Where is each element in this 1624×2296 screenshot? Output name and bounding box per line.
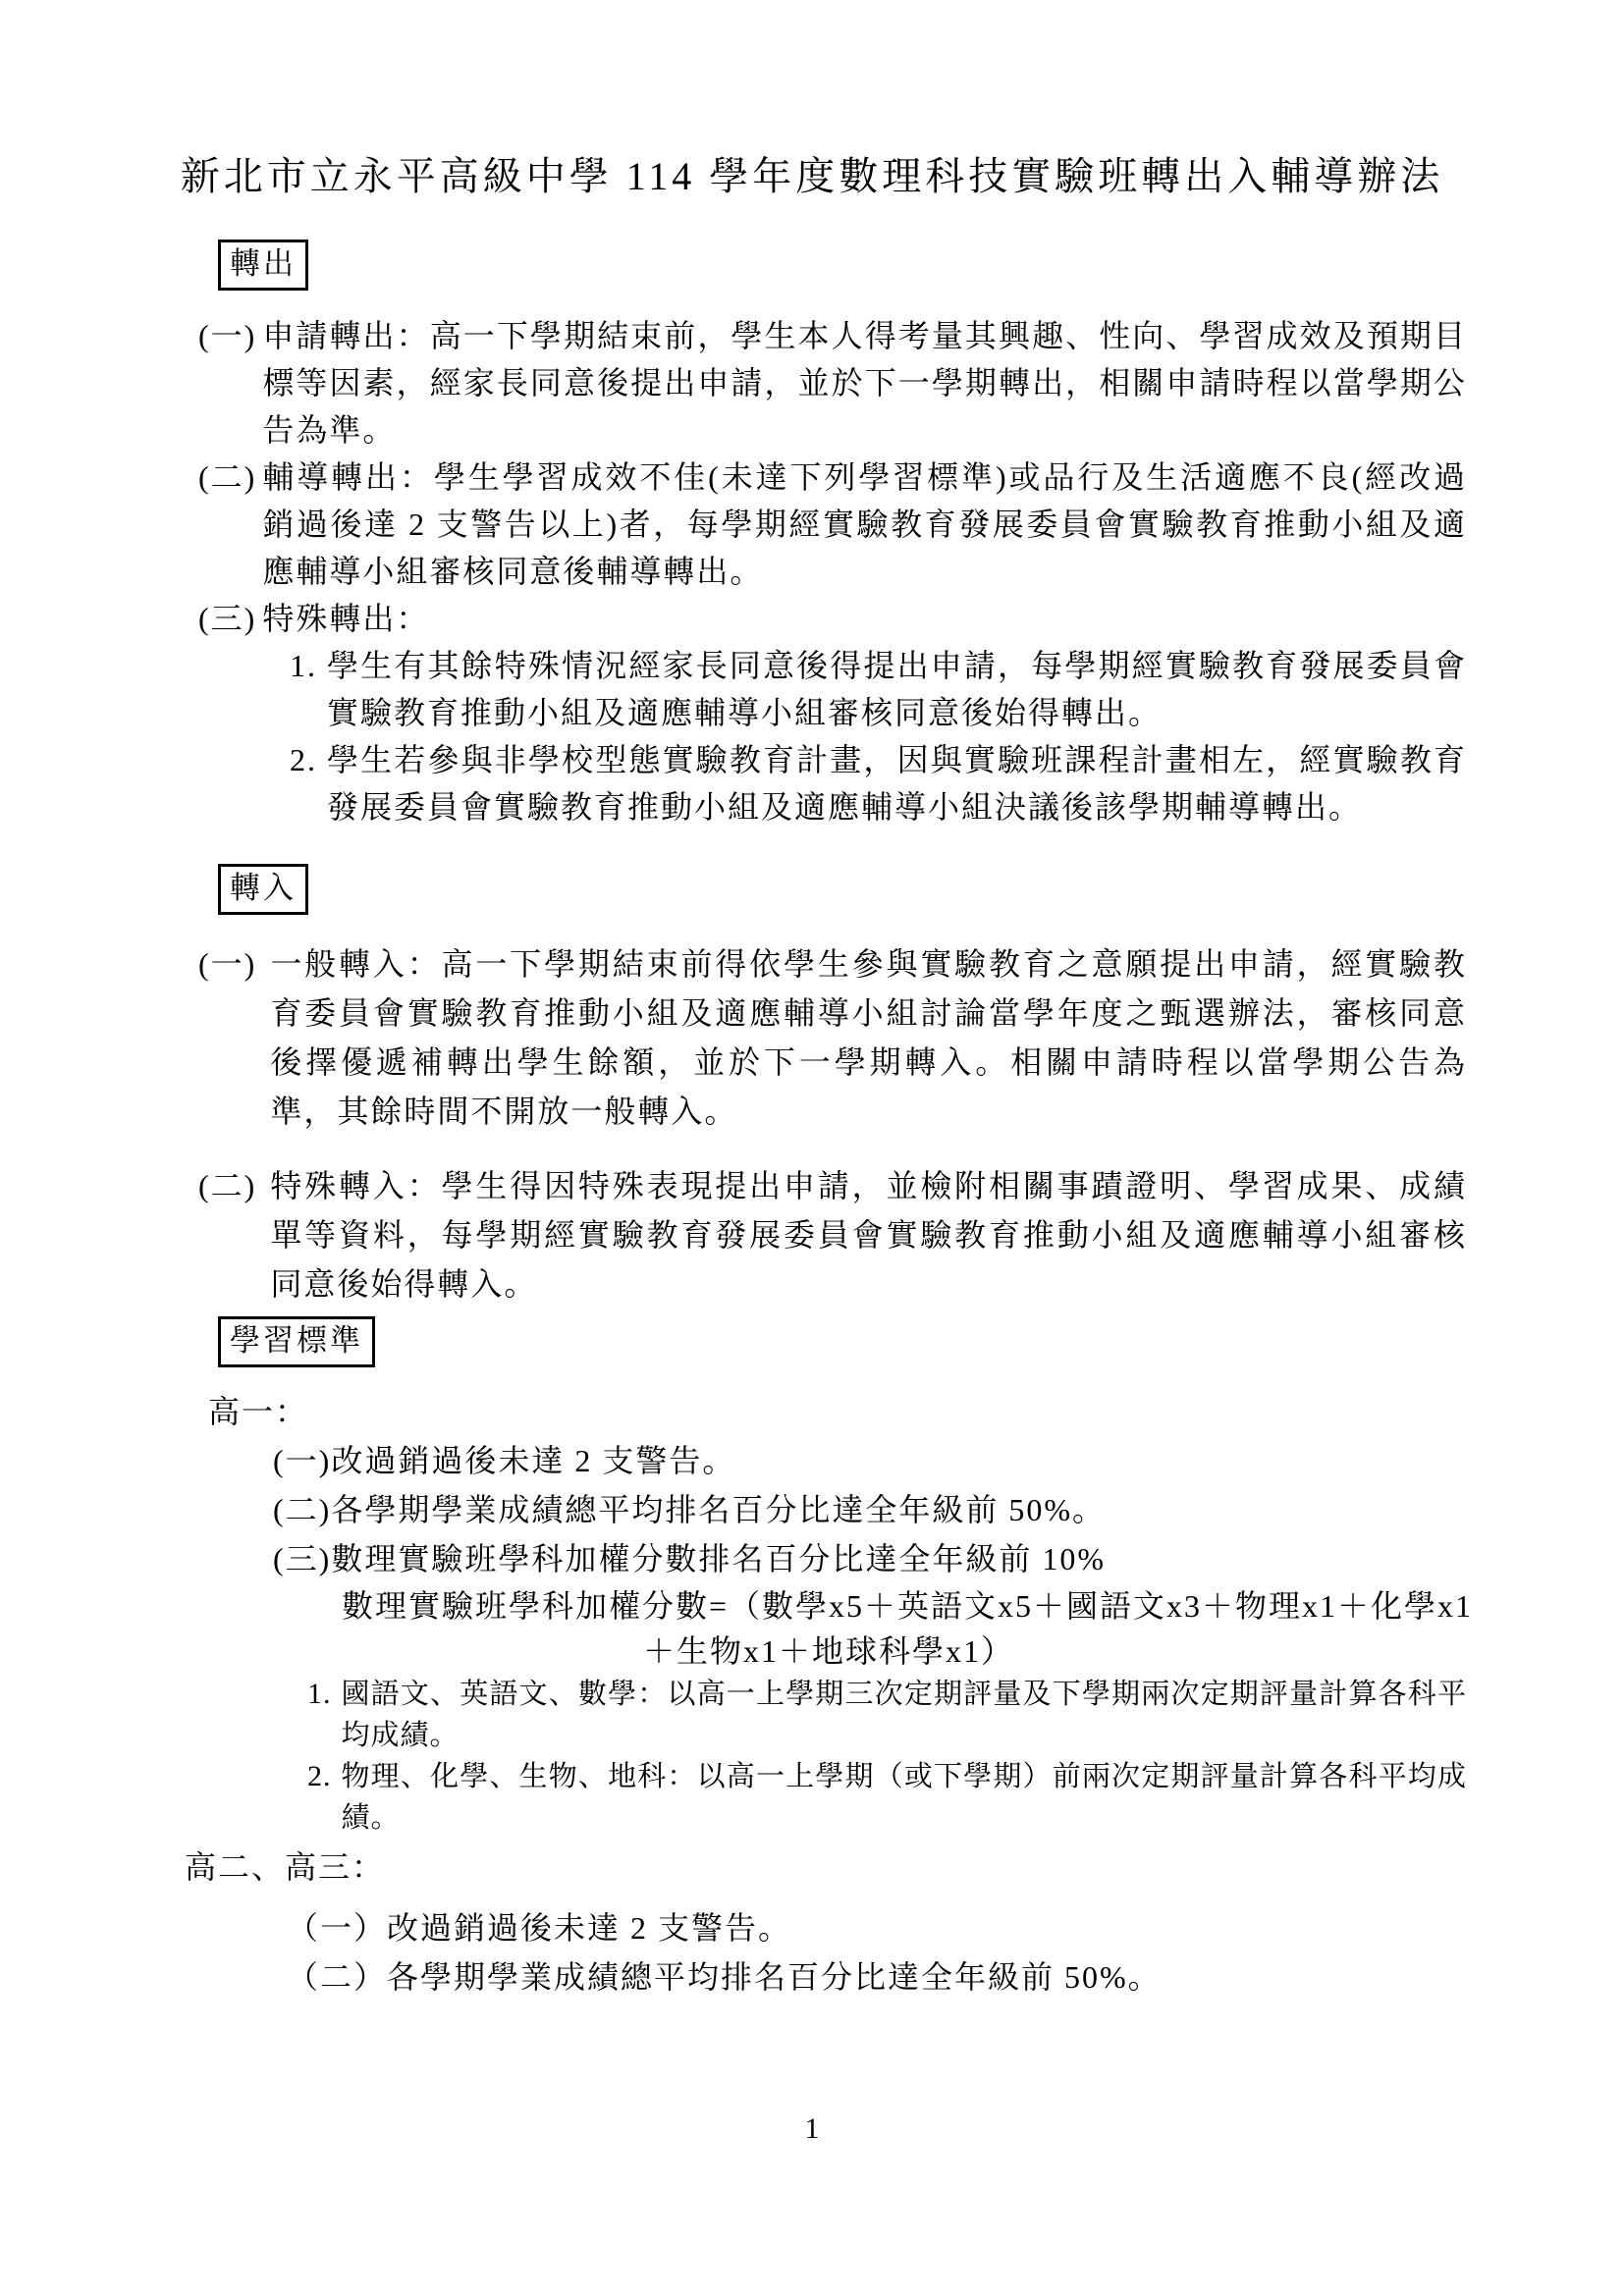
learning-standards-heading-box: 學習標準 <box>218 1316 375 1367</box>
grade23-item-2: （二）各學期學業成績總平均排名百分比達全年級前 50%。 <box>287 1959 1162 1995</box>
note-text: 國語文、英語文、數學：以高一上學期三次定期評量及下學期兩次定期評量計算各科平均成績。 <box>341 1679 1467 1751</box>
weighted-score-formula-line-2: ＋生物x1＋地球科學x1） <box>643 1633 1015 1669</box>
transfer-out-sub-item-1 <box>290 642 1467 736</box>
item-text: 申請轉出：高一下學期結束前，學生本人得考量其興趣、性向、學習成效及預期目標等因素，經家長同意後提出申請，並於下一學期轉出，相關申請時程以當學期公告為準。 <box>262 318 1467 448</box>
grade1-note-2 <box>307 1756 1467 1839</box>
note-text: 物理、化學、生物、地科：以高一上學期（或下學期）前兩次定期評量計算各科平均成績。 <box>341 1761 1467 1834</box>
transfer-in-heading-box: 轉入 <box>218 864 308 915</box>
grade1-note-1 <box>307 1674 1467 1756</box>
grade23-item-1: （一）改過銷過後未達 2 支警告。 <box>287 1910 792 1946</box>
transfer-out-item-1 <box>198 312 1467 454</box>
sub-item-text: 學生若參與非學校型態實驗教育計畫，因與實驗班課程計畫相左，經實驗教育發展委員會實驗教育推動小組及適應輔導小組決議後該學期輔導轉出。 <box>327 742 1467 825</box>
item-text: 輔導轉出：學生學習成效不佳(未達下列學習標準)或品行及生活適應不良(經改過銷過後達 2 支警告以上)者，每學期經實驗教育發展委員會實驗教育推動小組及適應輔導小組審核同意後輔導轉出。 <box>262 459 1467 589</box>
item-text: 特殊轉入：學生得因特殊表現提出申請，並檢附相關事蹟證明、學習成果、成績單等資料，每學期經實驗教育發展委員會實驗教育推動小組及適應輔導小組審核同意後始得轉入。 <box>270 1168 1467 1302</box>
grade1-item-2: (二)各學期學業成績總平均排名百分比達全年級前 50%。 <box>273 1492 1106 1527</box>
grade1-item-3: (三)數理實驗班學科加權分數排名百分比達全年級前 10% <box>273 1541 1106 1576</box>
note-number: 2. <box>307 1760 332 1792</box>
page-title: 新北市立永平高級中學 114 學年度數理科技實驗班轉出入輔導辦法 <box>180 154 1444 198</box>
weighted-score-formula-line-1: 數理實驗班學科加權分數=（數學x5＋英語文x5＋國語文x3＋物理x1＋化學x1 <box>342 1588 1474 1624</box>
item-label: (二) <box>198 459 257 495</box>
section-transfer-out-heading <box>218 240 1624 291</box>
sub-item-text: 學生有其餘特殊情況經家長同意後得提出申請，每學期經實驗教育發展委員會實驗教育推動小組及適應輔導小組審核同意後始得轉出。 <box>327 648 1467 730</box>
item-label: (三) <box>198 601 257 636</box>
transfer-out-item-2 <box>198 454 1467 595</box>
section-learning-standards-heading <box>218 1316 1624 1367</box>
item-text: 一般轉入：高一下學期結束前得依學生參與實驗教育之意願提出申請，經實驗教育委員會實驗教育推動小組及適應輔導小組討論當學年度之甄選辦法，審核同意後擇優遞補轉出學生餘額，並於下一學期轉入。相關申請時程以當學期公告為準，其餘時間不開放一般轉入。 <box>270 946 1467 1129</box>
transfer-out-sub-item-2 <box>290 736 1467 830</box>
grade23-label: 高二、高三： <box>185 1849 386 1885</box>
transfer-out-heading-box: 轉出 <box>218 240 308 291</box>
item-label: (二) <box>198 1168 257 1203</box>
note-number: 1. <box>307 1678 332 1710</box>
transfer-in-item-1 <box>198 939 1467 1136</box>
page-number: 1 <box>804 2112 820 2145</box>
grade1-label: 高一： <box>208 1394 309 1429</box>
sub-item-number: 1. <box>290 648 317 683</box>
transfer-out-item-3 <box>198 595 1467 642</box>
item-label: (一) <box>198 318 257 353</box>
transfer-in-item-2 <box>198 1161 1467 1308</box>
grade1-item-1: (一)改過銷過後未達 2 支警告。 <box>273 1443 736 1478</box>
item-text: 特殊轉出： <box>262 601 430 636</box>
sub-item-number: 2. <box>290 742 317 777</box>
item-label: (一) <box>198 946 257 982</box>
section-transfer-in-heading <box>218 864 1624 915</box>
